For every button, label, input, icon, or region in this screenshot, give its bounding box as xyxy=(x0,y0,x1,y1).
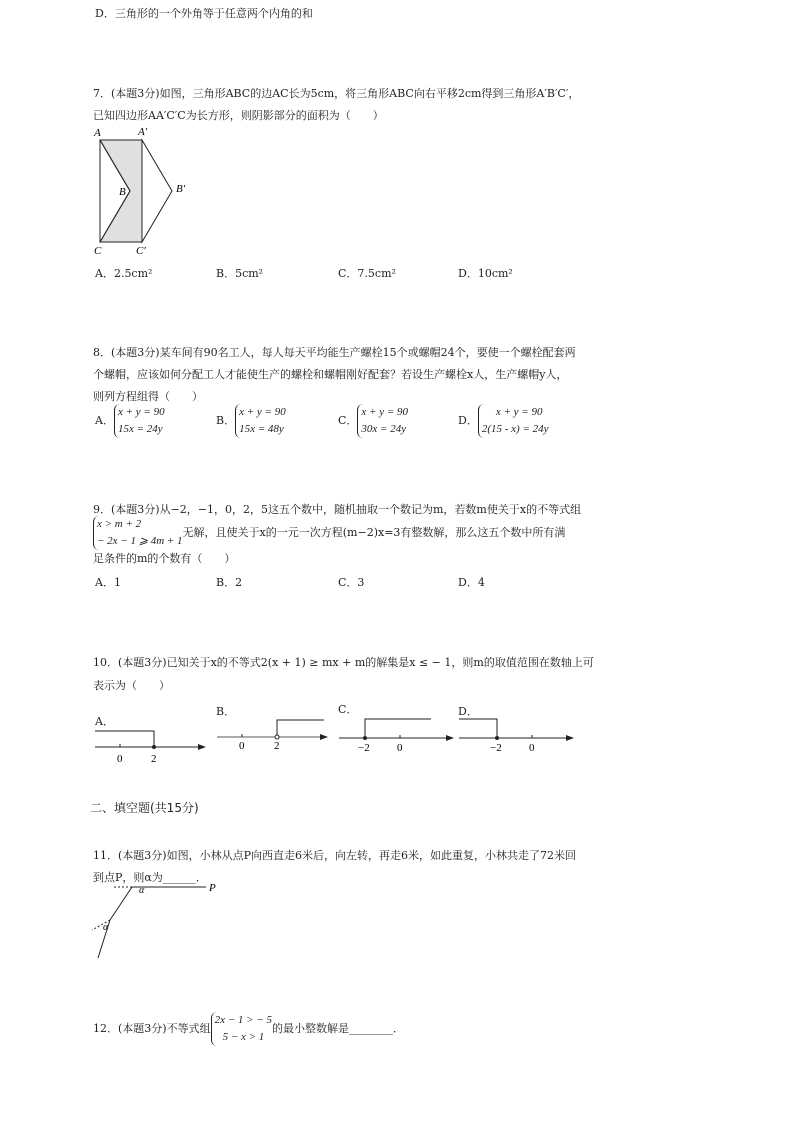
q11-stem-line1: 11．(本题3分)如图，小林从点P向西直走6米后，向左转，再走6米，如此重复，小林共走了72米回 xyxy=(93,849,576,862)
q6-option-d: D．三角形的一个外角等于任意两个内角的和 xyxy=(95,7,313,20)
q9-stem-line2: x > m + 2 − 2x − 1 ⩾ 4m + 1无解，且使关于x的一元一次方程(m−2)x=3有整数解，那么这五个数中所有满 xyxy=(93,516,565,550)
q11-label-p: P xyxy=(209,882,216,894)
q10-stem-line2: 表示为（ ） xyxy=(93,679,170,692)
q10-option-c-numberline[interactable] xyxy=(336,713,458,753)
svg-text:0: 0 xyxy=(239,740,245,752)
q7-triangle-right xyxy=(142,140,172,242)
q8-option-a-system: x + y = 90 15x = 24y xyxy=(114,404,165,438)
q10-option-a-label[interactable]: A． xyxy=(95,715,114,728)
q10-option-d-label[interactable]: D． xyxy=(458,705,478,718)
q9-option-d[interactable]: D．4 xyxy=(458,576,485,589)
q7-option-c[interactable]: C．7.5cm² xyxy=(338,267,396,280)
svg-text:0: 0 xyxy=(529,742,535,753)
q8-option-c[interactable]: C．x + y = 90 30x = 24y xyxy=(338,404,408,438)
q7-option-a[interactable]: A．2.5cm² xyxy=(95,267,153,280)
q7-figure xyxy=(90,124,200,258)
q11-segment-2 xyxy=(110,887,132,920)
q8-stem-line3: 则列方程组得（ ） xyxy=(93,390,203,403)
svg-text:−2: −2 xyxy=(358,742,370,753)
q9-stem-line3: 足条件的m的个数有（ ） xyxy=(93,552,236,565)
q10-option-b-numberline[interactable] xyxy=(214,716,332,752)
q7-label-a-prime: A′ xyxy=(138,126,148,138)
q11-angle-alpha-2: α xyxy=(103,922,109,933)
q12-stem: 12．(本题3分)不等式组2x − 1 > − 5 5 − x > 1的最小整数解是________． xyxy=(93,1012,404,1046)
q7-label-b-prime: B′ xyxy=(176,183,186,195)
q7-stem-line1: 7．(本题3分)如图，三角形ABC的边AC长为5cm，将三角形ABC向右平移2cm得到三角形A′B′C′， xyxy=(93,87,580,100)
q7-label-c: C xyxy=(94,245,102,257)
q7-option-b[interactable]: B．5cm² xyxy=(216,267,264,280)
q12-inequality-system: 2x − 1 > − 5 5 − x > 1 xyxy=(211,1012,272,1046)
q11-figure xyxy=(88,882,228,962)
q8-option-c-system: x + y = 90 30x = 24y xyxy=(357,404,408,438)
q7-stem-line2: 已知四边形AA′C′C为长方形，则阴影部分的面积为（ ） xyxy=(93,109,384,122)
q7-option-d[interactable]: D．10cm² xyxy=(458,267,513,280)
q8-option-d[interactable]: D．x + y = 90 2(15 - x) = 24y xyxy=(458,404,549,438)
q10-option-d-numberline[interactable] xyxy=(456,713,578,753)
svg-text:2: 2 xyxy=(151,753,157,764)
section-title-fill-in: 二、填空题(共15分) xyxy=(90,801,199,815)
q10-option-c-label[interactable]: C． xyxy=(338,703,358,716)
q8-option-b-system: x + y = 90 15x = 48y xyxy=(235,404,286,438)
q11-angle-alpha-1: α xyxy=(139,885,145,896)
q8-stem-line2: 个螺帽，应该如何分配工人才能使生产的螺栓和螺帽刚好配套？若设生产螺栓x人，生产螺帽y人， xyxy=(93,368,568,381)
q9-inequality-system: x > m + 2 − 2x − 1 ⩾ 4m + 1 xyxy=(93,516,183,550)
svg-text:0: 0 xyxy=(117,753,123,764)
q8-option-d-system: x + y = 90 2(15 - x) = 24y xyxy=(478,404,549,438)
q11-stem-line2: 到点P，则α为______． xyxy=(93,871,207,884)
svg-text:0: 0 xyxy=(397,742,403,753)
q10-stem-line1: 10．(本题3分)已知关于x的不等式2(x + 1) ≥ mx + m的解集是x ≤ − 1，则m的取值范围在数轴上可 xyxy=(93,656,594,669)
q9-option-a[interactable]: A．1 xyxy=(95,576,121,589)
q10-option-a-numberline[interactable] xyxy=(92,724,210,764)
q8-stem-line1: 8．(本题3分)某车间有90名工人，每人每天平均能生产螺栓15个或螺帽24个，要使一个螺栓配套两 xyxy=(93,346,576,359)
q7-label-a: A xyxy=(94,127,101,139)
q7-label-b: B xyxy=(119,186,126,198)
svg-text:2: 2 xyxy=(274,740,280,752)
q7-label-c-prime: C′ xyxy=(136,245,146,257)
q9-option-b[interactable]: B．2 xyxy=(216,576,243,589)
q9-option-c[interactable]: C．3 xyxy=(338,576,365,589)
svg-text:−2: −2 xyxy=(490,742,502,753)
q8-option-a[interactable]: A．x + y = 90 15x = 24y xyxy=(95,404,165,438)
q10-option-b-label[interactable]: B． xyxy=(216,705,236,718)
q8-option-b[interactable]: B．x + y = 90 15x = 48y xyxy=(216,404,286,438)
q9-stem-line1: 9．(本题3分)从−2，−1，0，2，5这五个数中，随机抽取一个数记为m，若数m使关于x的不等式组 xyxy=(93,503,582,516)
